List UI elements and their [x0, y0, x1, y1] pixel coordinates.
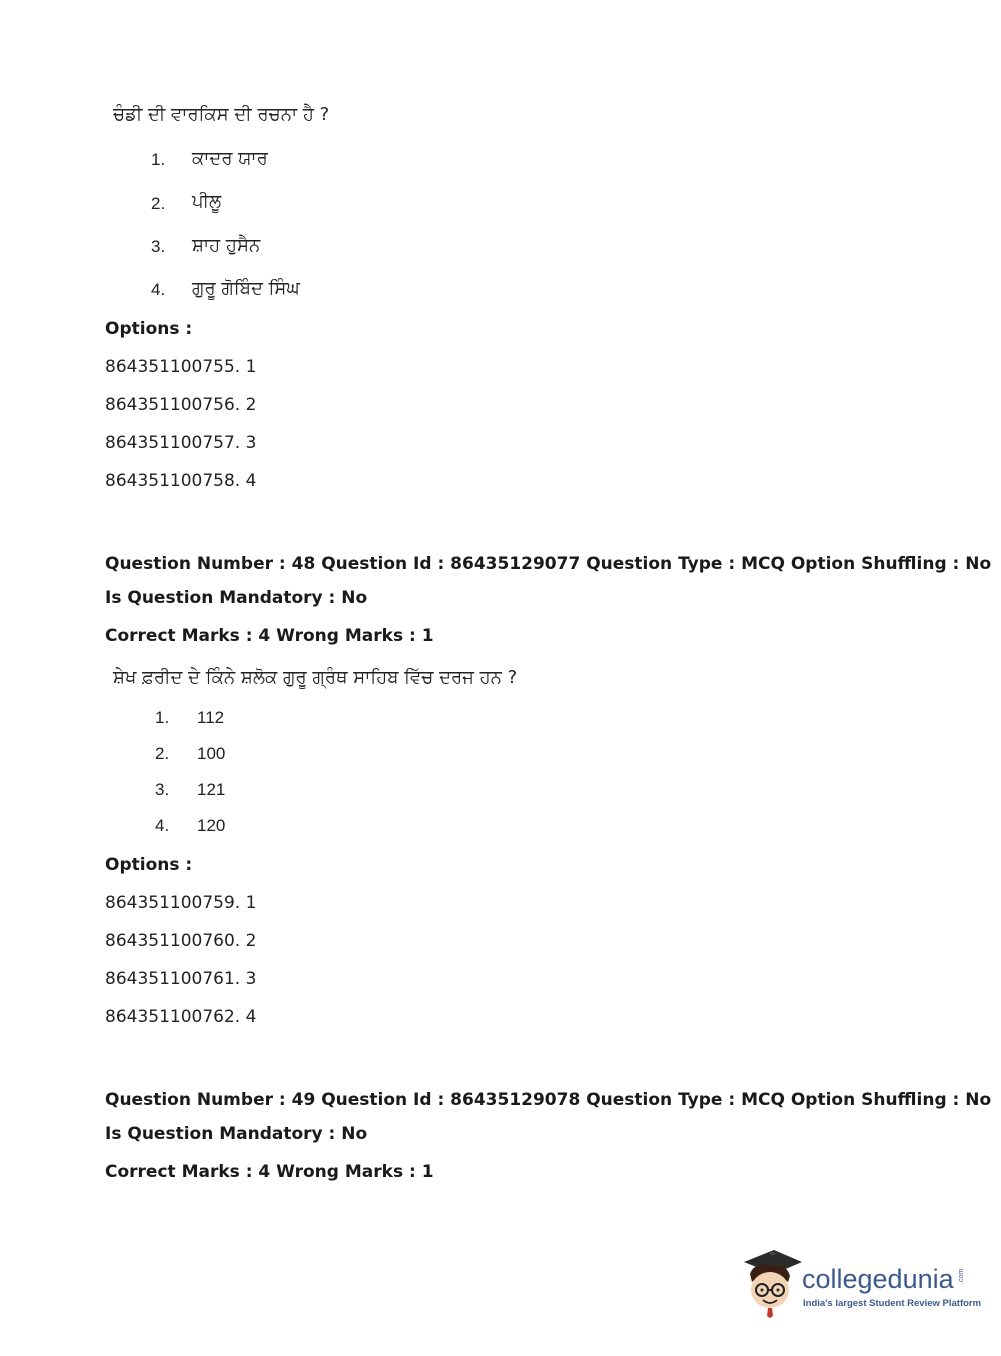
logo-wordmark: collegedunia [802, 1264, 954, 1294]
q47-choice-1-text: ਕਾਦਰ ਯਾਰ [192, 148, 268, 169]
mascot-icon [740, 1248, 802, 1318]
q48-choice-3-text: 121 [197, 780, 226, 799]
q48-choice-2-text: 100 [197, 744, 226, 763]
q47-choice-3-text: ਸ਼ਾਹ ਹੁਸੈਨ [192, 235, 261, 256]
q48-option-2: 864351100760. 2 [105, 931, 257, 951]
q47-option-2: 864351100756. 2 [105, 395, 257, 415]
q48-question-text: ਸ਼ੇਖ ਫ਼ਰੀਦ ਦੇ ਕਿੰਨੇ ਸ਼ਲੋਕ ਗੁਰੂ ਗ੍ਰੰਥ ਸਾਹਿਬ ਵਿੱਚ ਦਰਜ ਹਨ ? [113, 667, 518, 688]
q47-choice-2-text: ਪੀਲੂ [192, 191, 222, 212]
q48-marks: Correct Marks : 4 Wrong Marks : 1 [105, 626, 434, 646]
q48-choice-1-number: 1. [155, 708, 170, 727]
q48-choice-1-text: 112 [197, 708, 225, 727]
q48-mandatory: Is Question Mandatory : No [105, 588, 368, 608]
q49-marks: Correct Marks : 4 Wrong Marks : 1 [105, 1162, 434, 1182]
q49-header: Question Number : 49 Question Id : 86435129078 Question Type : MCQ Option Shuffling : No [105, 1090, 992, 1110]
q47-choice-1-number: 1. [151, 150, 166, 169]
q47-option-3: 864351100757. 3 [105, 433, 257, 453]
q47-choice-4-text: ਗੁਰੂ ਗੋਬਿੰਦ ਸਿੰਘ [192, 278, 300, 299]
q49-mandatory: Is Question Mandatory : No [105, 1124, 368, 1144]
q47-choice-3-number: 3. [151, 237, 166, 256]
q47-choice-2-number: 2. [151, 194, 166, 213]
q47-options-label: Options : [105, 319, 193, 339]
q47-option-4: 864351100758. 4 [105, 471, 257, 491]
logo-suffix: .com [958, 1268, 965, 1284]
collegedunia-logo [740, 1248, 980, 1320]
q48-header: Question Number : 48 Question Id : 86435129077 Question Type : MCQ Option Shuffling : No [105, 554, 992, 574]
q48-choice-4-text: 120 [197, 816, 226, 835]
q47-option-1: 864351100755. 1 [105, 357, 257, 377]
logo-tagline: India's largest Student Review Platform [803, 1298, 982, 1309]
q48-choice-2-number: 2. [155, 744, 170, 763]
q48-option-4: 864351100762. 4 [105, 1007, 257, 1027]
q48-choice-3-number: 3. [155, 780, 170, 799]
q48-option-3: 864351100761. 3 [105, 969, 257, 989]
q47-question-text: ਚੰਡੀ ਦੀ ਵਾਰਕਿਸ ਦੀ ਰਚਨਾ ਹੈ ? [113, 104, 330, 125]
q48-options-label: Options : [105, 855, 193, 875]
q48-option-1: 864351100759. 1 [105, 893, 257, 913]
q48-choice-4-number: 4. [155, 816, 170, 835]
q47-choice-4-number: 4. [151, 280, 166, 299]
